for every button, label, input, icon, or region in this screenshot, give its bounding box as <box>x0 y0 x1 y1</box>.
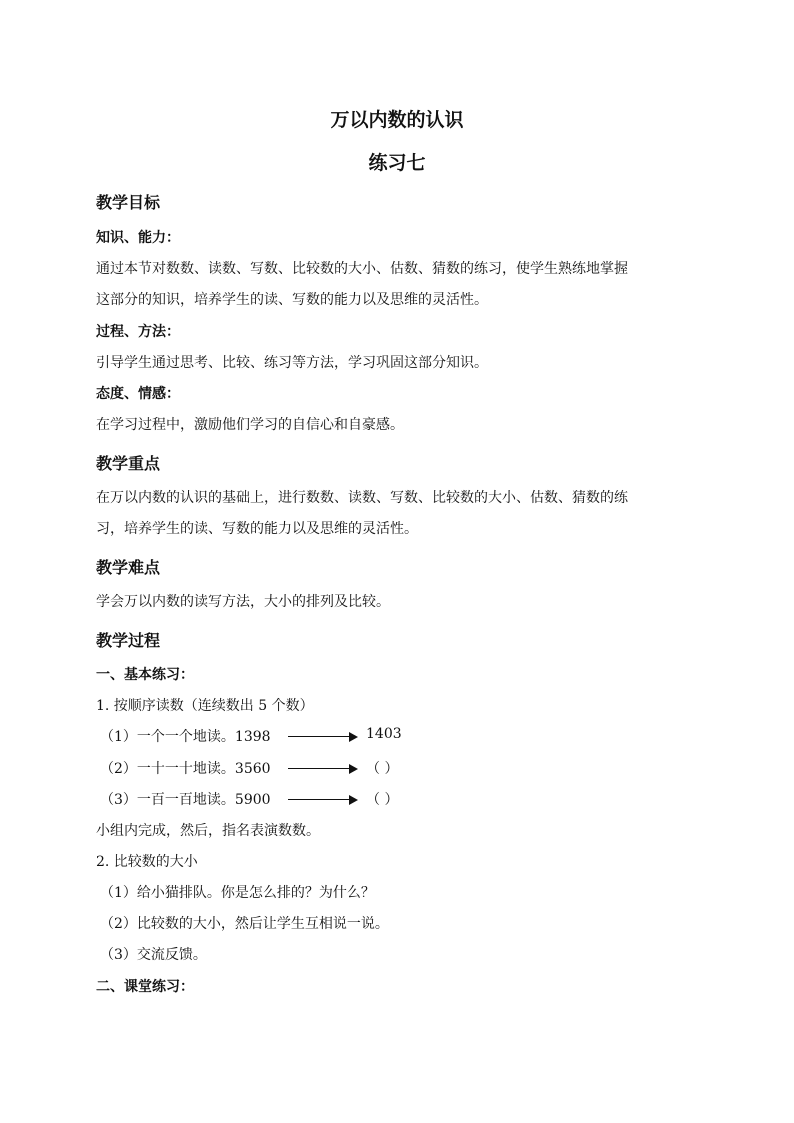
arrow-right-icon <box>288 732 358 742</box>
item1-row-1: （1）一个一个地读。1398 <box>100 729 271 745</box>
item1-row-2: （2）一十一十地读。3560 <box>100 761 271 777</box>
part1-label: 一、基本练习： <box>96 667 194 683</box>
objectives-heading: 教学目标 <box>96 193 161 212</box>
key-points-heading: 教学重点 <box>96 454 161 473</box>
item1-note: 小组内完成，然后，指名表演数数。 <box>96 823 320 839</box>
item1-title: 1. 按顺序读数（连续数出 5 个数） <box>96 698 314 714</box>
difficulties-heading: 教学难点 <box>96 558 161 577</box>
key-points-text-line-1: 在万以内数的认识的基础上，进行数数、读数、写数、比较数的大小、估数、猜数的练 <box>96 490 628 506</box>
attitude-label: 态度、情感： <box>96 386 180 402</box>
document-subtitle: 练习七 <box>368 152 426 174</box>
item1-row-1-result: 1403 <box>366 726 402 742</box>
document-title: 万以内数的认识 <box>330 109 464 131</box>
item2-row-3: （3）交流反馈。 <box>100 947 207 963</box>
item2-title: 2. 比较数的大小 <box>96 854 198 870</box>
arrow-right-icon <box>288 795 358 805</box>
item2-row-2: （2）比较数的大小，然后让学生互相说一说。 <box>100 916 389 932</box>
difficulties-text: 学会万以内数的读写方法，大小的排列及比较。 <box>96 594 390 610</box>
item1-row-3-result: （ ） <box>366 792 399 808</box>
part2-label: 二、课堂练习： <box>96 979 194 995</box>
arrow-right-icon <box>288 764 358 774</box>
process-text: 引导学生通过思考、比较、练习等方法，学习巩固这部分知识。 <box>96 355 488 371</box>
knowledge-text-line-1: 通过本节对数数、读数、写数、比较数的大小、估数、猜数的练习，使学生熟练地掌握 <box>96 261 628 277</box>
item1-row-3: （3）一百一百地读。5900 <box>100 792 271 808</box>
key-points-text-line-2: 习，培养学生的读、写数的能力以及思维的灵活性。 <box>96 521 418 537</box>
knowledge-label: 知识、能力： <box>96 230 180 246</box>
knowledge-text-line-2: 这部分的知识，培养学生的读、写数的能力以及思维的灵活性。 <box>96 292 488 308</box>
item1-row-2-result: （ ） <box>366 761 399 777</box>
attitude-text: 在学习过程中，激励他们学习的自信心和自豪感。 <box>96 417 404 433</box>
process-label: 过程、方法： <box>96 324 180 340</box>
procedure-heading: 教学过程 <box>96 631 161 650</box>
item2-row-1: （1）给小猫排队。你是怎么排的？为什么？ <box>100 885 375 901</box>
